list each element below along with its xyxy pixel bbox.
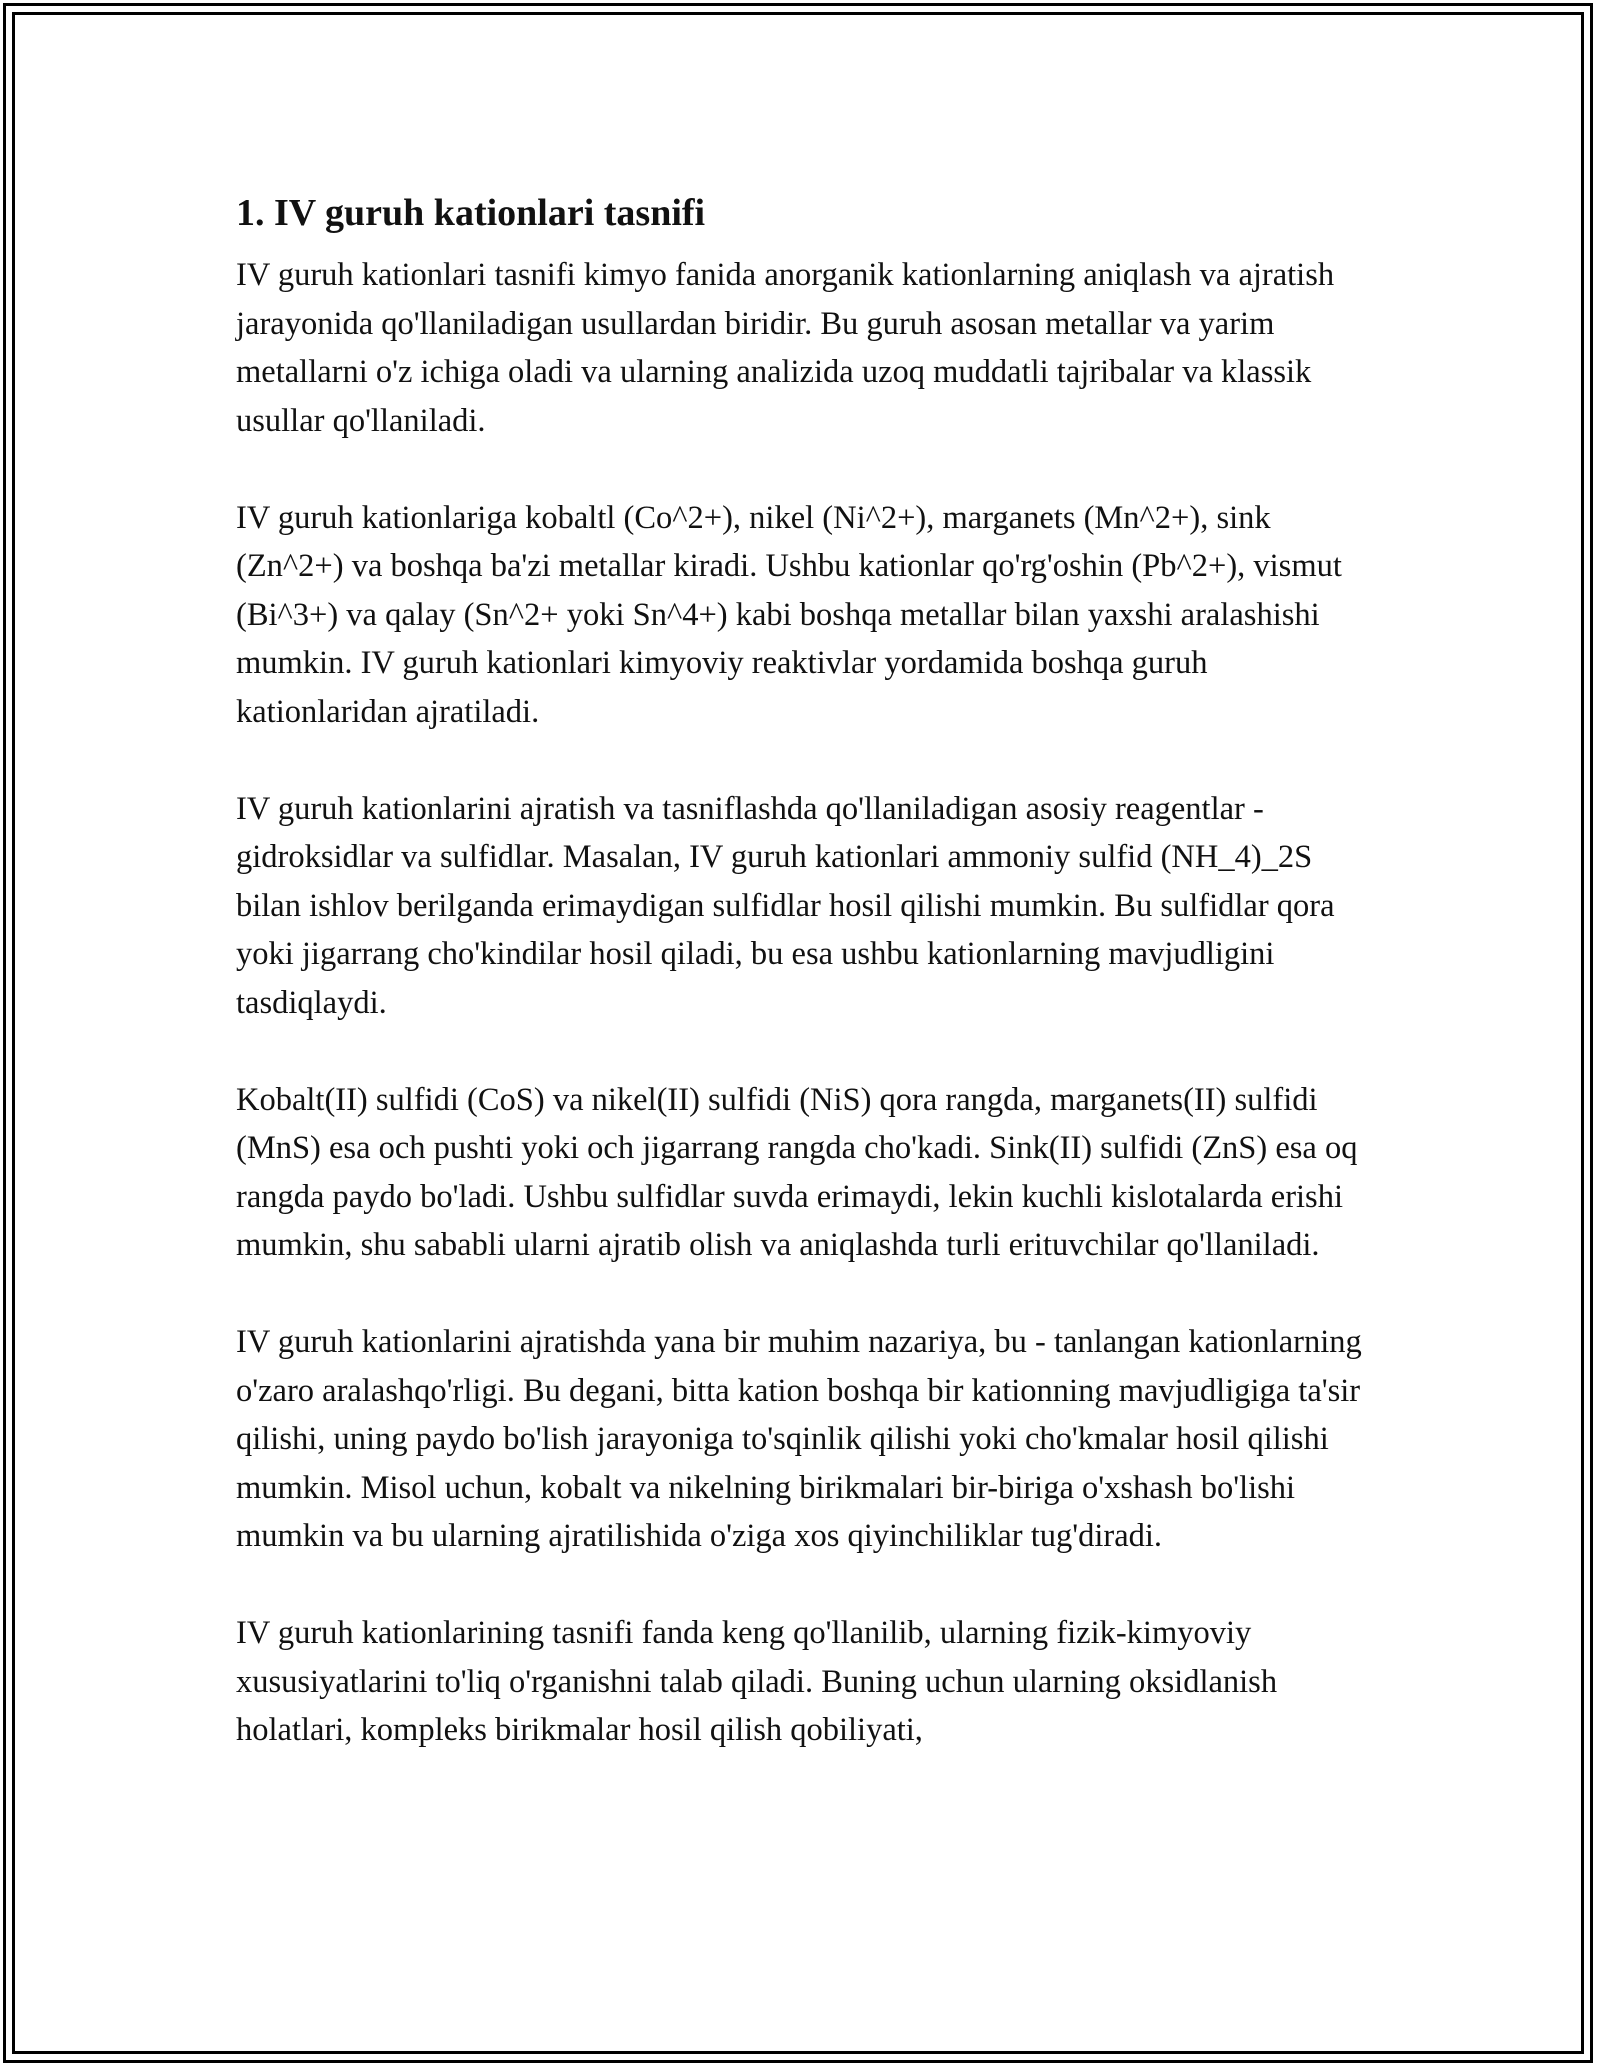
paragraph: IV guruh kationlarini ajratish va tasniflashda qo'llaniladigan asosiy reagentlar - gidroksidlar va sulfidlar. Masalan, IV guruh kationlari ammoniy sulfid (NH_4)_2S bilan ishlov berilganda erimaydigan sulfidlar hosil qilishi mumkin. Bu sulfidlar qora yoki jigarrang cho'kindilar hosil qiladi, bu esa ushbu kationlarning mavjudligini tasdiqlaydi. xyxy=(236,790,1335,1021)
paragraph: IV guruh kationlariga kobaltl (Co^2+), nikel (Ni^2+), marganets (Mn^2+), sink (Zn^2+) va boshqa ba'zi metallar kiradi. Ushbu kationlar qo'rg'oshin (Pb^2+), vismut (Bi^3+) va qalay (Sn^2+ yoki Sn^4+) kabi boshqa metallar bilan yaxshi aralashishi mumkin. IV guruh kationlari kimyoviy reaktivlar yordamida boshqa guruh kationlaridan ajratiladi. xyxy=(236,499,1342,730)
paragraph: Kobalt(II) sulfidi (CoS) va nikel(II) sulfidi (NiS) qora rangda, marganets(II) sulfidi (MnS) esa och pushti yoki och jigarrang rangda cho'kadi. Sink(II) sulfidi (ZnS) esa oq rangda paydo bo'ladi. Ushbu sulfidlar suvda erimaydi, lekin kuchli kislotalarda erishi mumkin, shu sababli ularni ajratib olish va aniqlashda turli erituvchilar qo'llaniladi. xyxy=(236,1081,1358,1263)
paragraph: IV guruh kationlarini ajratishda yana bir muhim nazariya, bu - tanlangan kationlarning o'zaro aralashqo'rligi. Bu degani, bitta kation boshqa bir kationning mavjudligiga ta'sir qilishi, uning paydo bo'lish jarayoniga to'sqinlik qilishi yoki cho'kmalar hosil qilishi mumkin. Misol uchun, kobalt va nikelning birikmalari bir-biriga o'xshash bo'lishi mumkin va bu ularning ajratilishida o'ziga xos qiyinchiliklar tug'diradi. xyxy=(236,1324,1362,1554)
paragraph: IV guruh kationlarining tasnifi fanda keng qo'llanilib, ularning fizik-kimyoviy xususiyatlarini to'liq o'rganishni talab qiladi. Buning uchun ularning oksidlanish holatlari, kompleks birikmalar hosil qilish qobiliyati, xyxy=(236,1615,1278,1748)
paragraph: IV guruh kationlari tasnifi kimyo fanida anorganik kationlarning aniqlash va ajratish jarayonida qo'llaniladigan usullardan biridir. Bu guruh asosan metallar va yarim metallarni o'z ichiga oladi va ularning analizida uzoq muddatli tajribalar va klassik usullar qo'llaniladi. xyxy=(236,257,1335,439)
section-heading: 1. IV guruh kationlari tasnifi xyxy=(236,192,706,234)
document-body xyxy=(236,185,1376,1803)
